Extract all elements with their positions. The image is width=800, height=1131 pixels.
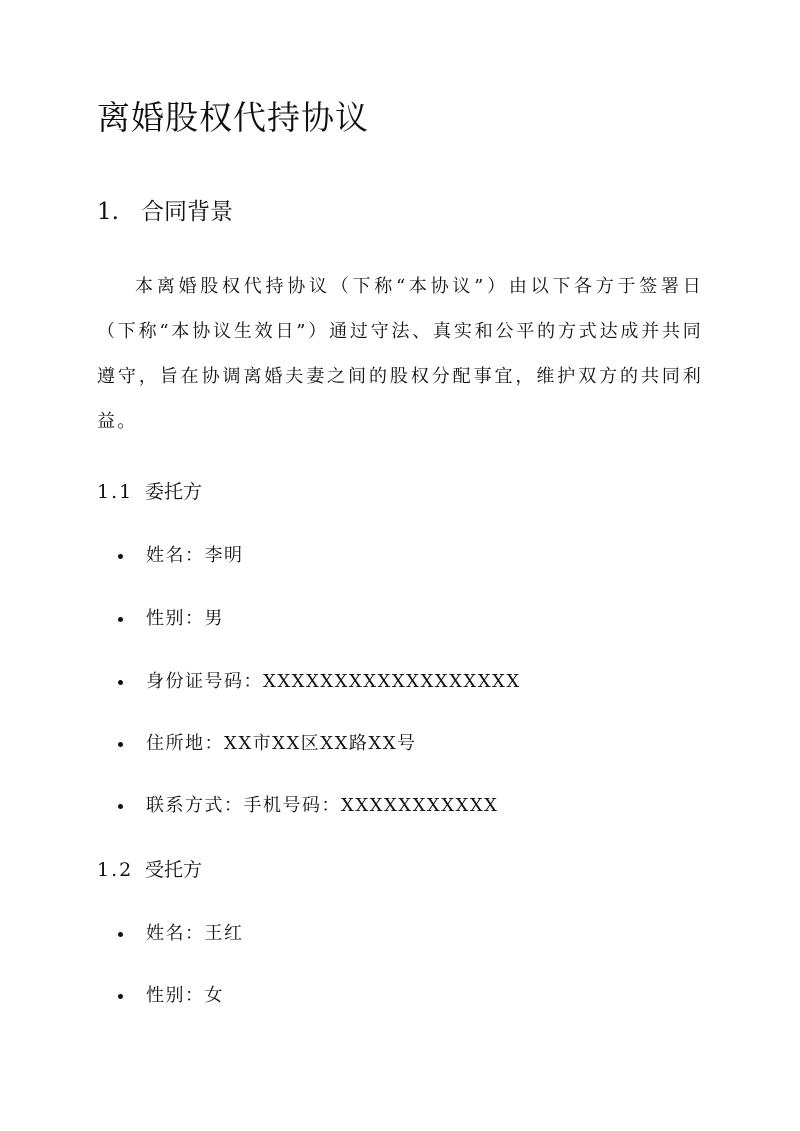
list-item-text: 住所地：XX市XX区XX路XX号 (146, 733, 417, 754)
subsection-title: 委托方 (145, 481, 203, 503)
section-title: 合同背景 (141, 199, 233, 225)
list-item-text: 身份证号码：XXXXXXXXXXXXXXXXXX (146, 671, 521, 692)
subsection-title: 受托方 (145, 859, 203, 881)
list-item-text: 姓名：王红 (146, 923, 244, 944)
list-item-client-address (118, 730, 417, 758)
list-item-text: 性别：女 (146, 985, 224, 1006)
bullet-icon (118, 617, 123, 622)
subsection-number: 1.2 (97, 859, 134, 881)
document-title: 离婚股权代持协议 (97, 98, 369, 137)
bullet-icon (118, 742, 123, 747)
bullet-icon (118, 804, 123, 809)
list-item-client-id (118, 668, 521, 696)
subsection-heading-trustee (97, 856, 202, 884)
background-paragraph: 本离婚股权代持协议（下称“本协议”）由以下各方于签署日（下称“本协议生效日”）通过守法、真实和公平的方式达成并共同遵守，旨在协调离婚夫妻之间的股权分配事宜，维护双方的共同利益。 (97, 276, 703, 432)
list-item-text: 联系方式：手机号码：XXXXXXXXXXX (146, 795, 499, 816)
list-item-text: 姓名：李明 (146, 545, 244, 566)
subsection-heading-client (97, 478, 202, 506)
bullet-icon (118, 680, 123, 685)
bullet-icon (118, 554, 123, 559)
section-heading-background (97, 196, 233, 228)
list-item-text: 性别：男 (146, 608, 224, 629)
list-item-client-name (118, 542, 244, 570)
subsection-number: 1.1 (97, 481, 134, 503)
section-number: 1. (97, 199, 119, 225)
list-item-client-contact (118, 792, 498, 820)
bullet-icon (118, 932, 123, 937)
bullet-icon (118, 994, 123, 999)
list-item-client-gender (118, 605, 224, 633)
list-item-trustee-name (118, 920, 244, 948)
list-item-trustee-gender (118, 982, 224, 1010)
